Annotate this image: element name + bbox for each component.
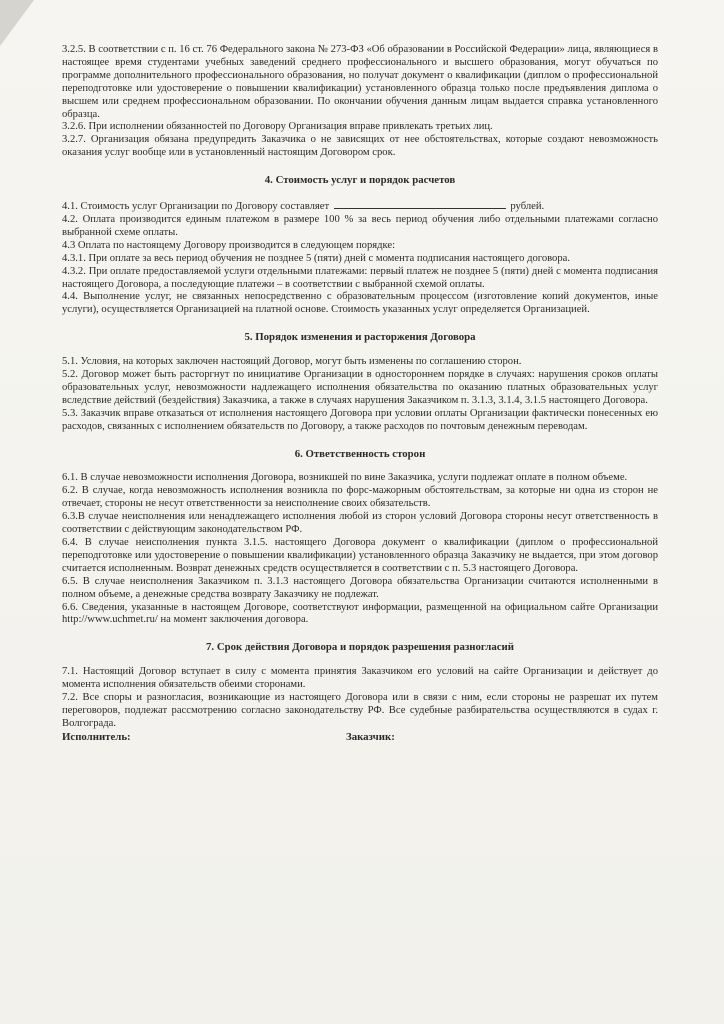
document-body bbox=[62, 44, 658, 745]
clause-6-6: 6.6. Сведения, указанные в настоящем Договоре, соответствуют информации, размещенной на официальном сайте Организации http://www.uchmet.ru/ на момент заключения договора. bbox=[62, 601, 658, 626]
clause-3-2-7: 3.2.7. Организация обязана предупредить Заказчика о не зависящих от нее обстоятельствах, которые создают невозможность оказания услуг вообще или в установленный настоящим Договором срок. bbox=[62, 134, 658, 159]
customer-label: Заказчик: bbox=[346, 730, 395, 743]
clause-7-1: 7.1. Настоящий Договор вступает в силу с момента принятия Заказчиком его условий на сайте Организации и действует до момента исполнения обязательств обеими сторонами. bbox=[62, 666, 658, 691]
clause-6-2: 6.2. В случае, когда невозможность исполнения возникла по форс-мажорным обстоятельствам, за которые ни одна из сторон не отвечает, стороны не несут ответственности за неисполнение своих обязательств. bbox=[62, 485, 658, 510]
clause-6-1: 6.1. В случае невозможности исполнения Договора, возникшей по вине Заказчика, услуги подлежат оплате в полном объеме. bbox=[62, 472, 628, 484]
clause-6-4: 6.4. В случае неисполнения пункта 3.1.5. настоящего Договора документ о квалификации (диплом о профессиональной переподготовке или удостоверение о повышении квалификации) установленного образца Заказчику не выдается, при этом договор считается исполненным. Возврат денежных средств осуществляется в соответствии с п. 5.3 настоящего Договора. bbox=[62, 537, 658, 574]
clause-5-1: 5.1. Условия, на которых заключен настоящий Договор, могут быть изменены по соглашению сторон. bbox=[62, 356, 522, 368]
clause-4-3-2: 4.3.2. При оплате предоставляемой услуги отдельными платежами: первый платеж не позднее 5 (пяти) дней с момента подписания настоящего Договора, а последующие платежи – в соответствии с выбранной схемой оплаты. bbox=[62, 265, 658, 290]
price-blank-field bbox=[334, 199, 506, 209]
executor-label: Исполнитель: bbox=[62, 730, 131, 743]
clause-3-2-5: 3.2.5. В соответствии с п. 16 ст. 76 Федерального закона № 273-ФЗ «Об образовании в Российской Федерации» лица, являющиеся в настоящее время студентами учебных заведений среднего профессионального и высшего образования, могут обучаться по программе дополнительного профессионального образования, но получат документ о квалификации (диплом о профессиональной переподготовке или удостоверение о повышении квалификации) установленного образца только после предъявления диплома о высшем или среднем профессиональном образовании. По окончании обучения данным лицам выдается справка установленного образца. bbox=[62, 44, 658, 120]
section-7-heading: 7. Срок действия Договора и порядок разрешения разногласий bbox=[206, 641, 514, 654]
signature-row bbox=[62, 731, 658, 745]
clause-4-2: 4.2. Оплата производится единым платежом в размере 100 % за весь период обучения либо отдельными платежами согласно выбранной схеме оплаты. bbox=[62, 213, 658, 238]
clause-4-1-text: 4.1. Стоимость услуг Организации по Договору составляет bbox=[62, 201, 330, 213]
clause-3-2-6: 3.2.6. При исполнении обязанностей по Договору Организация вправе привлекать третьих лиц. bbox=[62, 121, 493, 133]
clause-6-5: 6.5. В случае неисполнения Заказчиком п. 3.1.3 настоящего Договора обязательства Организации считаются исполненными в полном объеме, а денежные средства возврату Заказчику не подлежат. bbox=[62, 575, 658, 600]
clause-5-2: 5.2. Договор может быть расторгнут по инициативе Организации в одностороннем порядке в случаях: нарушения сроков оплаты образовательных услуг, невозможности надлежащего исполнения обязательства по оказанию платных образовательных услуг вследствие действий (бездействия) Заказчика, а также в случаях нарушения Заказчиком п. 3.1.3, 3.1.4, 3.1.5 настоящего Договора. bbox=[62, 369, 658, 406]
clause-4-1-currency: рублей. bbox=[510, 201, 545, 213]
section-5-heading: 5. Порядок изменения и расторжения Договора bbox=[244, 331, 476, 344]
clause-4-3-1: 4.3.1. При оплате за весь период обучения не позднее 5 (пяти) дней с момента подписания настоящего договора. bbox=[62, 252, 571, 264]
clause-4-4: 4.4. Выполнение услуг, не связанных непосредственно с образовательным процессом (изготовление копий документов, иные услуги), осуществляется Организацией на платной основе. Стоимость указанных услуг определяется Организацией. bbox=[62, 291, 658, 316]
folded-corner bbox=[0, 0, 34, 46]
clause-4-3: 4.3 Оплата по настоящему Договору производится в следующем порядке: bbox=[62, 239, 396, 251]
clause-7-2: 7.2. Все споры и разногласия, возникающие из настоящего Договора или в связи с ним, если стороны не разрешат их путем переговоров, подлежат рассмотрению согласно законодательству РФ. Все судебные разбирательства осуществляются в судах г. Волгограда. bbox=[62, 692, 658, 729]
section-4-heading: 4. Стоимость услуг и порядок расчетов bbox=[264, 174, 456, 187]
section-6-heading: 6. Ответственность сторон bbox=[294, 447, 426, 460]
clause-4-1 bbox=[62, 199, 658, 214]
clause-6-3: 6.3.В случае неисполнения или ненадлежащего исполнения любой из сторон условий Договора стороны несут ответственность в соответствии с действующим законодательством РФ. bbox=[62, 511, 658, 536]
clause-5-3: 5.3. Заказчик вправе отказаться от исполнения настоящего Договора при условии оплаты Организации фактически понесенных ею расходов, связанных с исполнением обязательств по Договору, а также расходов по почтовым денежным переводам. bbox=[62, 407, 658, 432]
